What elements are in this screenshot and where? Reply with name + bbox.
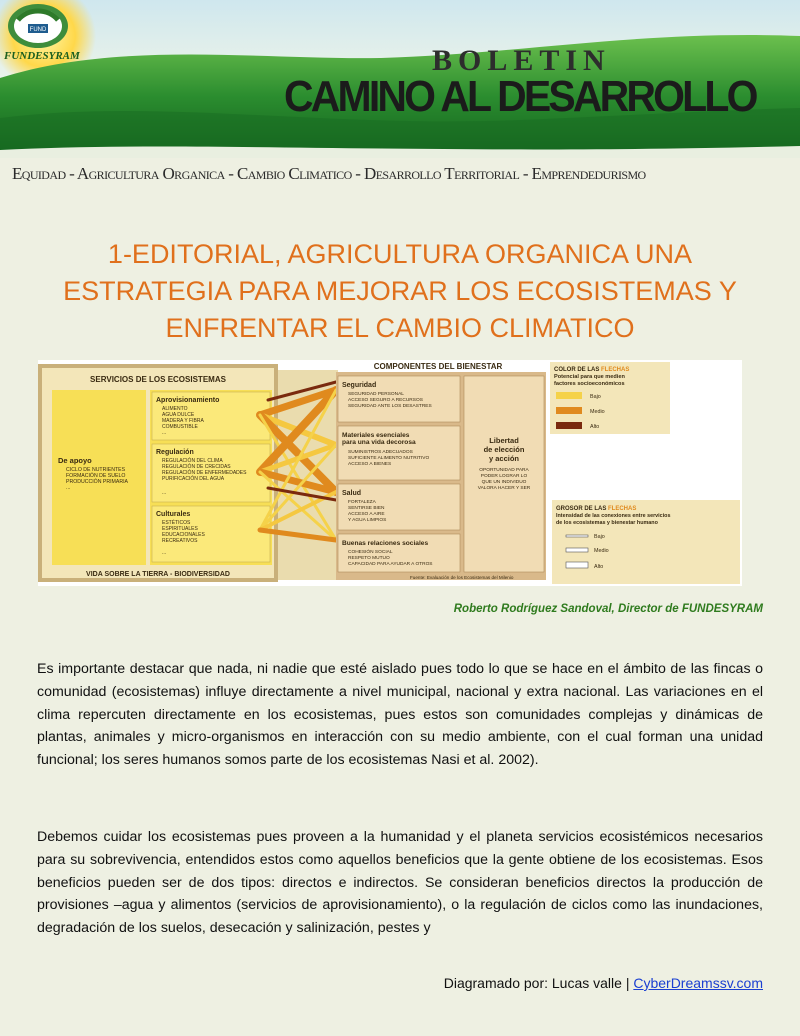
freedom-text: OPORTUNIDAD PARA (479, 468, 529, 473)
health-title: Salud (342, 490, 362, 497)
health-item: FORTALEZA (348, 500, 376, 505)
cultural-item: RECREATIVOS (162, 538, 198, 544)
legend-width-subtitle: Intensidad de las conexiones entre servicios (556, 513, 671, 519)
regulating-item: PURIFICACIÓN DEL AGUA (162, 476, 225, 482)
biodiversity-label: VIDA SOBRE LA TIERRA - BIODIVERSIDAD (86, 571, 230, 578)
provisioning-item: COMBUSTIBLE (162, 424, 198, 430)
legend-line-high (566, 562, 588, 568)
wellbeing-title: COMPONENTES DEL BIENESTAR (373, 362, 503, 371)
legend-line-medium (566, 548, 588, 552)
health-item: Y AGUA LIMPIOS (348, 518, 387, 523)
provisioning-item: AGUA DULCE (162, 412, 195, 418)
support-title: De apoyo (58, 456, 92, 465)
support-item: FORMACIÓN DE SUELO (66, 473, 126, 479)
provisioning-item: ... (162, 430, 167, 436)
header-banner (0, 0, 800, 158)
legend-label: Bajo (590, 394, 601, 400)
support-item: ... (66, 485, 71, 491)
social-title: Buenas relaciones sociales (342, 540, 429, 547)
svg-text:FUND: FUND (29, 27, 47, 33)
provisioning-title: Aprovisionamiento (156, 397, 220, 404)
regulating-item: ... (162, 490, 167, 496)
boletin-label: BOLETIN (432, 44, 611, 77)
support-item: PRODUCCIÓN PRIMARIA (66, 479, 128, 485)
footer-credit (444, 975, 763, 991)
cultural-item: ESPIRITUALES (162, 526, 198, 532)
legend-swatch-low (556, 392, 582, 399)
health-item: SENTIRSE BIEN (348, 506, 385, 511)
freedom-title: y acción (488, 454, 520, 463)
ecosystem-services-diagram (38, 360, 742, 586)
social-item: RESPETO MUTUO (348, 556, 390, 561)
cultural-title: Culturales (156, 511, 191, 518)
health-item: ACCESO A AIRE (348, 512, 385, 517)
security-item: SEGURIDAD ANTE LOS DESASTRES (348, 404, 432, 409)
article-title: 1-EDITORIAL, AGRICULTURA ORGANICA UNA ESTRATEGIA PARA MEJORAR LOS ECOSISTEMAS Y ENFRENTAR EL CAMBIO CLIMATICO (63, 239, 737, 343)
legend-label: Medio (590, 409, 605, 415)
legend-swatch-high (556, 422, 582, 429)
materials-item: ACCESO A BIENES (348, 462, 392, 467)
cultural-item: EDUCACIONALES (162, 532, 205, 538)
body-paragraph: Es importante destacar que nada, ni nadie que esté aislado pues todo lo que se hace en el ámbito de las fincas o comunidad (ecosistemas) influye directamente a nivel municipal, nacional y extra nacional. Las variaciones en el clima repercuten directamente en los ecosistemas, pues estos son comunidades complejas y dinámicas de plantas, animales y micro-organismos en interacción con su medio ambiente, con el cual forman una unidad funcional; los seres humanos somos parte de los ecosistemas Nasi et al. 2002). (37, 661, 763, 769)
freedom-title: de elección (483, 445, 525, 454)
freedom-text: QUE UN INDIVIDUO (481, 480, 527, 485)
left-panel-title: SERVICIOS DE LOS ECOSISTEMAS (90, 375, 226, 384)
footer-credit-text: Diagramado por: Lucas valle | (443, 975, 634, 991)
cultural-item: ESTÉTICOS (162, 520, 191, 526)
bulletin-name: CAMINO AL DESARROLLO (284, 72, 756, 121)
regulating-item: REGULACIÓN DE CRECIDAS (162, 464, 231, 470)
article-author: Roberto Rodríguez Sandoval, Director de FUNDESYRAM (453, 603, 763, 615)
legend-width-title: GROSOR DE LAS FLECHAS (556, 506, 637, 512)
materials-title: para una vida decorosa (342, 439, 416, 446)
regulating-title: Regulación (156, 449, 194, 456)
logo-label: FUNDESYRAM (4, 50, 80, 62)
support-item: CICLO DE NUTRIENTES (66, 467, 126, 473)
security-title: Seguridad (342, 382, 377, 389)
legend-swatch-medium (556, 407, 582, 414)
legend-color-title: COLOR DE LAS FLECHAS (554, 367, 630, 373)
legend-width-subtitle: de los ecosistemas y bienestar humano (556, 520, 658, 526)
freedom-text: VALORA HACER Y SER (477, 486, 531, 491)
social-item: COHESIÓN SOCIAL (348, 550, 393, 555)
regulating-item: REGULACIÓN DEL CLIMA (162, 458, 223, 464)
materials-item: SUMINISTROS ADECUADOS (348, 450, 413, 455)
social-item: CAPACIDAD PARA AYUDAR A OTROS (348, 562, 433, 567)
legend-label: Alto (594, 564, 604, 570)
legend-label: Alto (590, 424, 600, 430)
security-item: SEGURIDAD PERSONAL (348, 392, 404, 397)
topics-line: Equidad - Agricultura Organica - Cambio Climatico - Desarrollo Territorial - Emprendedurismo (12, 164, 646, 183)
legend-color-subtitle: Potencial para que medien (554, 374, 625, 380)
materials-item: SUFICIENTE ALIMENTO NUTRITIVO (348, 456, 430, 461)
legend-label: Bajo (594, 534, 605, 540)
legend-color-subtitle: factores socioeconómicos (554, 381, 625, 387)
body-paragraph: Debemos cuidar los ecosistemas pues proveen a la humanidad y el planeta servicios ecosistémicos necesarios para su sobrevivencia, entendidos estos como aquellos beneficios que la gente obtiene de los ecosistemas. Esos beneficios pueden ser de dos tipos: directos e indirectos. Se consideran beneficios directos la producción de provisiones –agua y alimentos (servicios de aprovisionamiento), o la regulación de ciclos como las inundaciones, degradación de los suelos, desecación y salinización, pestes y (37, 829, 763, 937)
provisioning-item: ALIMENTO (162, 406, 188, 412)
materials-title: Materiales esenciales (342, 432, 410, 439)
regulating-item: REGULACIÓN DE ENFERMEDADES (162, 470, 247, 476)
freedom-title: Libertad (489, 436, 519, 445)
provisioning-item: MADERA Y FIBRA (162, 418, 204, 424)
security-item: ACCESO SEGURO A RECURSOS (348, 398, 423, 403)
legend-line-low (566, 535, 588, 537)
legend-label: Medio (594, 548, 609, 554)
footer-link[interactable]: CyberDreamssv.com (633, 975, 763, 991)
source-note: Fuente: Evaluación de los Ecosistemas del Milenio (410, 575, 514, 580)
freedom-text: PODER LOGRAR LO (480, 474, 528, 479)
cultural-item: ... (162, 550, 167, 556)
